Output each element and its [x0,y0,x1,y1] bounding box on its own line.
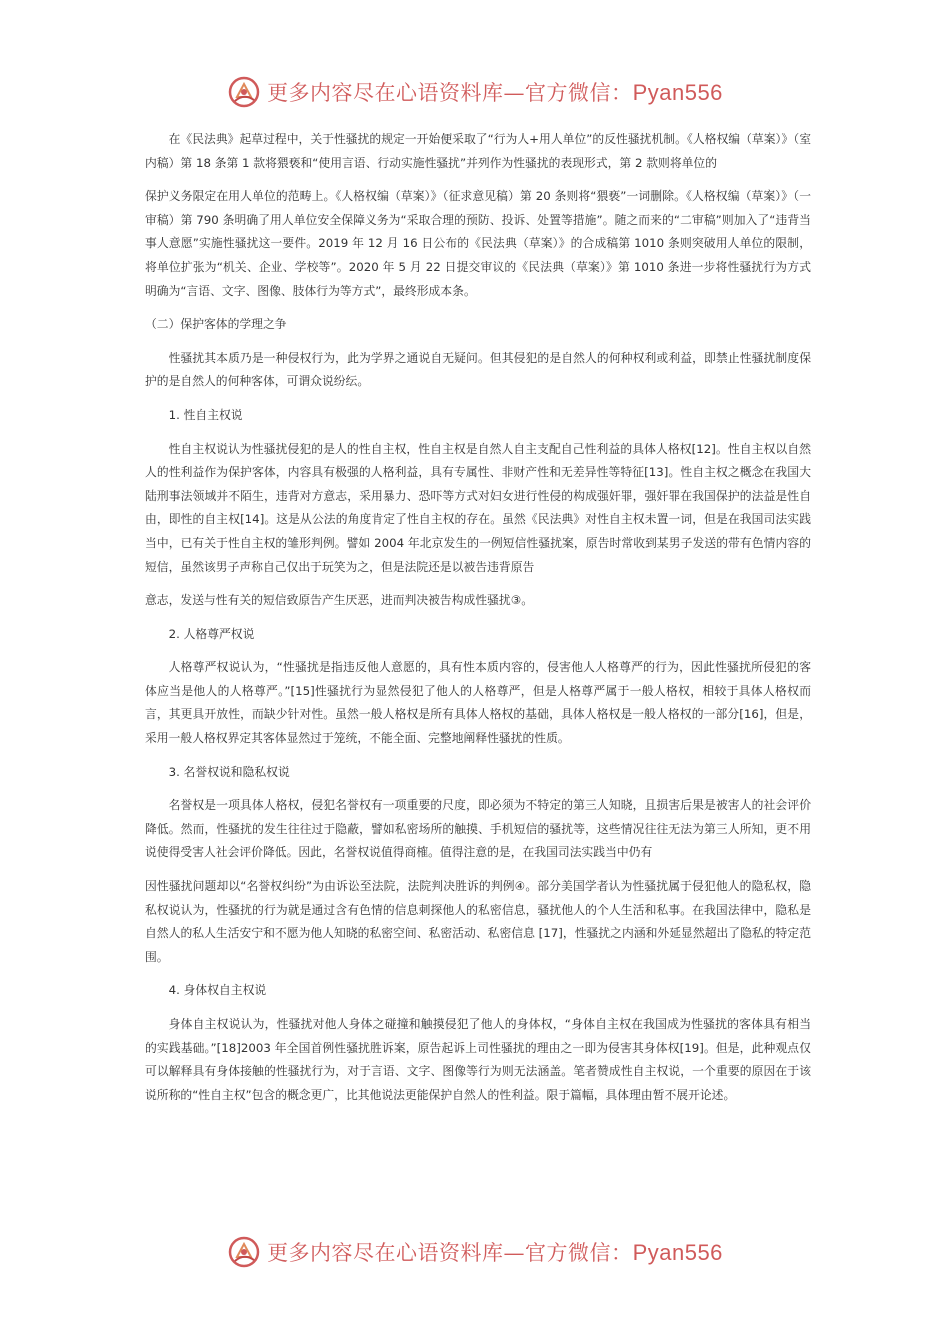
subsection-title-1: 1. 性自主权说 [168,407,243,422]
paragraph-reputation-1: 名誉权是一项具体人格权，侵犯名誉权有一项重要的尺度，即必须为不特定的第三人知晓，且损害后果是被害人的社会评价降低。然而，性骚扰的发生往往过于隐蔽，譬如私密场所的触摸、手机短信的骚扰等，这些情况往往无法为第三人所知，更不用说使得受害人社会评价降低。因此，名誉权说值得商榷。值得注意的是，在我国司法实践当中仍有 [145,798,811,860]
subsection-title-2: 2. 人格尊严权说 [168,626,255,641]
wechat-id: Pyan556 [632,1240,723,1265]
footer-banner [0,1232,950,1272]
paragraph-reputation-2: 因性骚扰问题却以“名誉权纠纷”为由诉讼至法院，法院判决胜诉的判例④。部分美国学者认为性骚扰属于侵犯他人的隐私权，隐私权说认为，性骚扰的行为就是通过含有色情的信息刺探他人的私密信息，骚扰他人的个人生活和私事。在我国法律中，隐私是自然人的私人生活安宁和不愿为他人知晓的私密空间、私密活动、私密信息 [17]，性骚扰之内涵和外延显然超出了隐私的特定范围。 [145,879,811,964]
paragraph-sexual-autonomy-1: 性自主权说认为性骚扰侵犯的是人的性自主权，性自主权是自然人自主支配自己性利益的具体人格权[12]。性自主权以自然人的性利益作为保护客体，内容具有极强的人格利益，具有专属性、非财产性和无差异性等特征[13]。性自主权之概念在我国大陆刑事法领域并不陌生，违背对方意志，采用暴力、恐吓等方式对妇女进行性侵的构成强奸罪，强奸罪在我国保护的法益是性自由，即性的自主权[14]。这是从公法的角度肯定了性自主权的存在。虽然《民法典》对性自主权未置一词，但是在我国司法实践当中，已有关于性自主权的雏形判例。譬如 2004 年北京发生的一例短信性骚扰案，原告时常收到某男子发送的带有色情内容的短信，虽然该男子声称自己仅出于玩笑为之，但是法院还是以被告违背原告 [145,441,811,574]
paragraph-dignity: 人格尊严权说认为，“性骚扰是指违反他人意愿的，具有性本质内容的，侵害他人人格尊严的行为，因此性骚扰所侵犯的客体应当是他人的人格尊严。”[15]性骚扰行为显然侵犯了他人的人格尊严，但是人格尊严属于一般人格权，相较于具体人格权而言，其更具开放性，而缺少针对性。虽然一般人格权是所有具体人格权的基础，具体人格权是一般人格权的一部分[16]，但是，采用一般人格权界定其客体显然过于笼统，不能全面、完整地阐释性骚扰的性质。 [145,660,811,746]
paragraph-sexual-autonomy-2: 意志，发送与性有关的短信致原告产生厌恶，进而判决被告构成性骚扰③。 [145,593,534,608]
article-body [145,128,811,1107]
section-heading-protected-object: （二）保护客体的学理之争 [145,317,287,332]
header-banner [0,72,950,112]
paragraph-drafting-history-2: 保护义务限定在用人单位的范畴上。《人格权编（草案）》（征求意见稿）第 20 条则将“猥亵”一词删除。《人格权编（草案）》（一审稿）第 790 条明确了用人单位安全保障义务为“采取合理的预防、投诉、处置等措施”。随之而来的“二审稿”则加入了“违背当事人意愿”实施性骚扰这一要件。2019 年 12 月 16 日公布的《民法典（草案）》的合成稿第 1010 条则突破用人单位的限制，将单位扩张为“机关、企业、学校等”。2020 年 5 月 22 日提交审议的《民法典（草案）》第 1010 条进一步将性骚扰行为方式明确为“言语、文字、图像、肢体行为等方式”，最终形成本条。 [145,189,811,298]
library-logo-icon [227,1235,261,1269]
subsection-title-3: 3. 名誉权说和隐私权说 [168,764,290,779]
subsection-title-4: 4. 身体权自主权说 [168,983,267,998]
paragraph-body-autonomy: 身体自主权说认为，性骚扰对他人身体之碰撞和触摸侵犯了他人的身体权，“身体自主权在我国成为性骚扰的客体具有相当的实践基础。”[18]2003 年全国首例性骚扰胜诉案，原告起诉上司性骚扰的理由之一即为侵害其身体权[19]。但是，此种观点仅可以解释具有身体接触的性骚扰行为，对于言语、文字、图像等行为则无法涵盖。笔者赞成性自主权说，一个重要的原因在于该说所称的“性自主权”包含的概念更广，比其他说法更能保护自然人的性利益。限于篇幅，具体理由暂不展开论述。 [145,1017,811,1102]
paragraph-intro: 性骚扰其本质乃是一种侵权行为，此为学界之通说自无疑问。但其侵犯的是自然人的何种权利或利益，即禁止性骚扰制度保护的是自然人的何种客体，可谓众说纷纭。 [145,350,811,389]
wechat-id: Pyan556 [632,80,723,105]
banner-slogan: 更多内容尽在心语资料库—官方微信：Pyan556 [267,80,723,105]
paragraph-drafting-history-1: 在《民法典》起草过程中，关于性骚扰的规定一开始便采取了“行为人+用人单位”的反性骚扰机制。《人格权编（草案）》（室内稿）第 18 条第 1 款将猥亵和“使用言语、行动实施性骚扰”并列作为性骚扰的表现形式，第 2 款则将单位的 [145,132,811,170]
library-logo-icon [227,75,261,109]
banner-slogan: 更多内容尽在心语资料库—官方微信：Pyan556 [267,1240,723,1265]
